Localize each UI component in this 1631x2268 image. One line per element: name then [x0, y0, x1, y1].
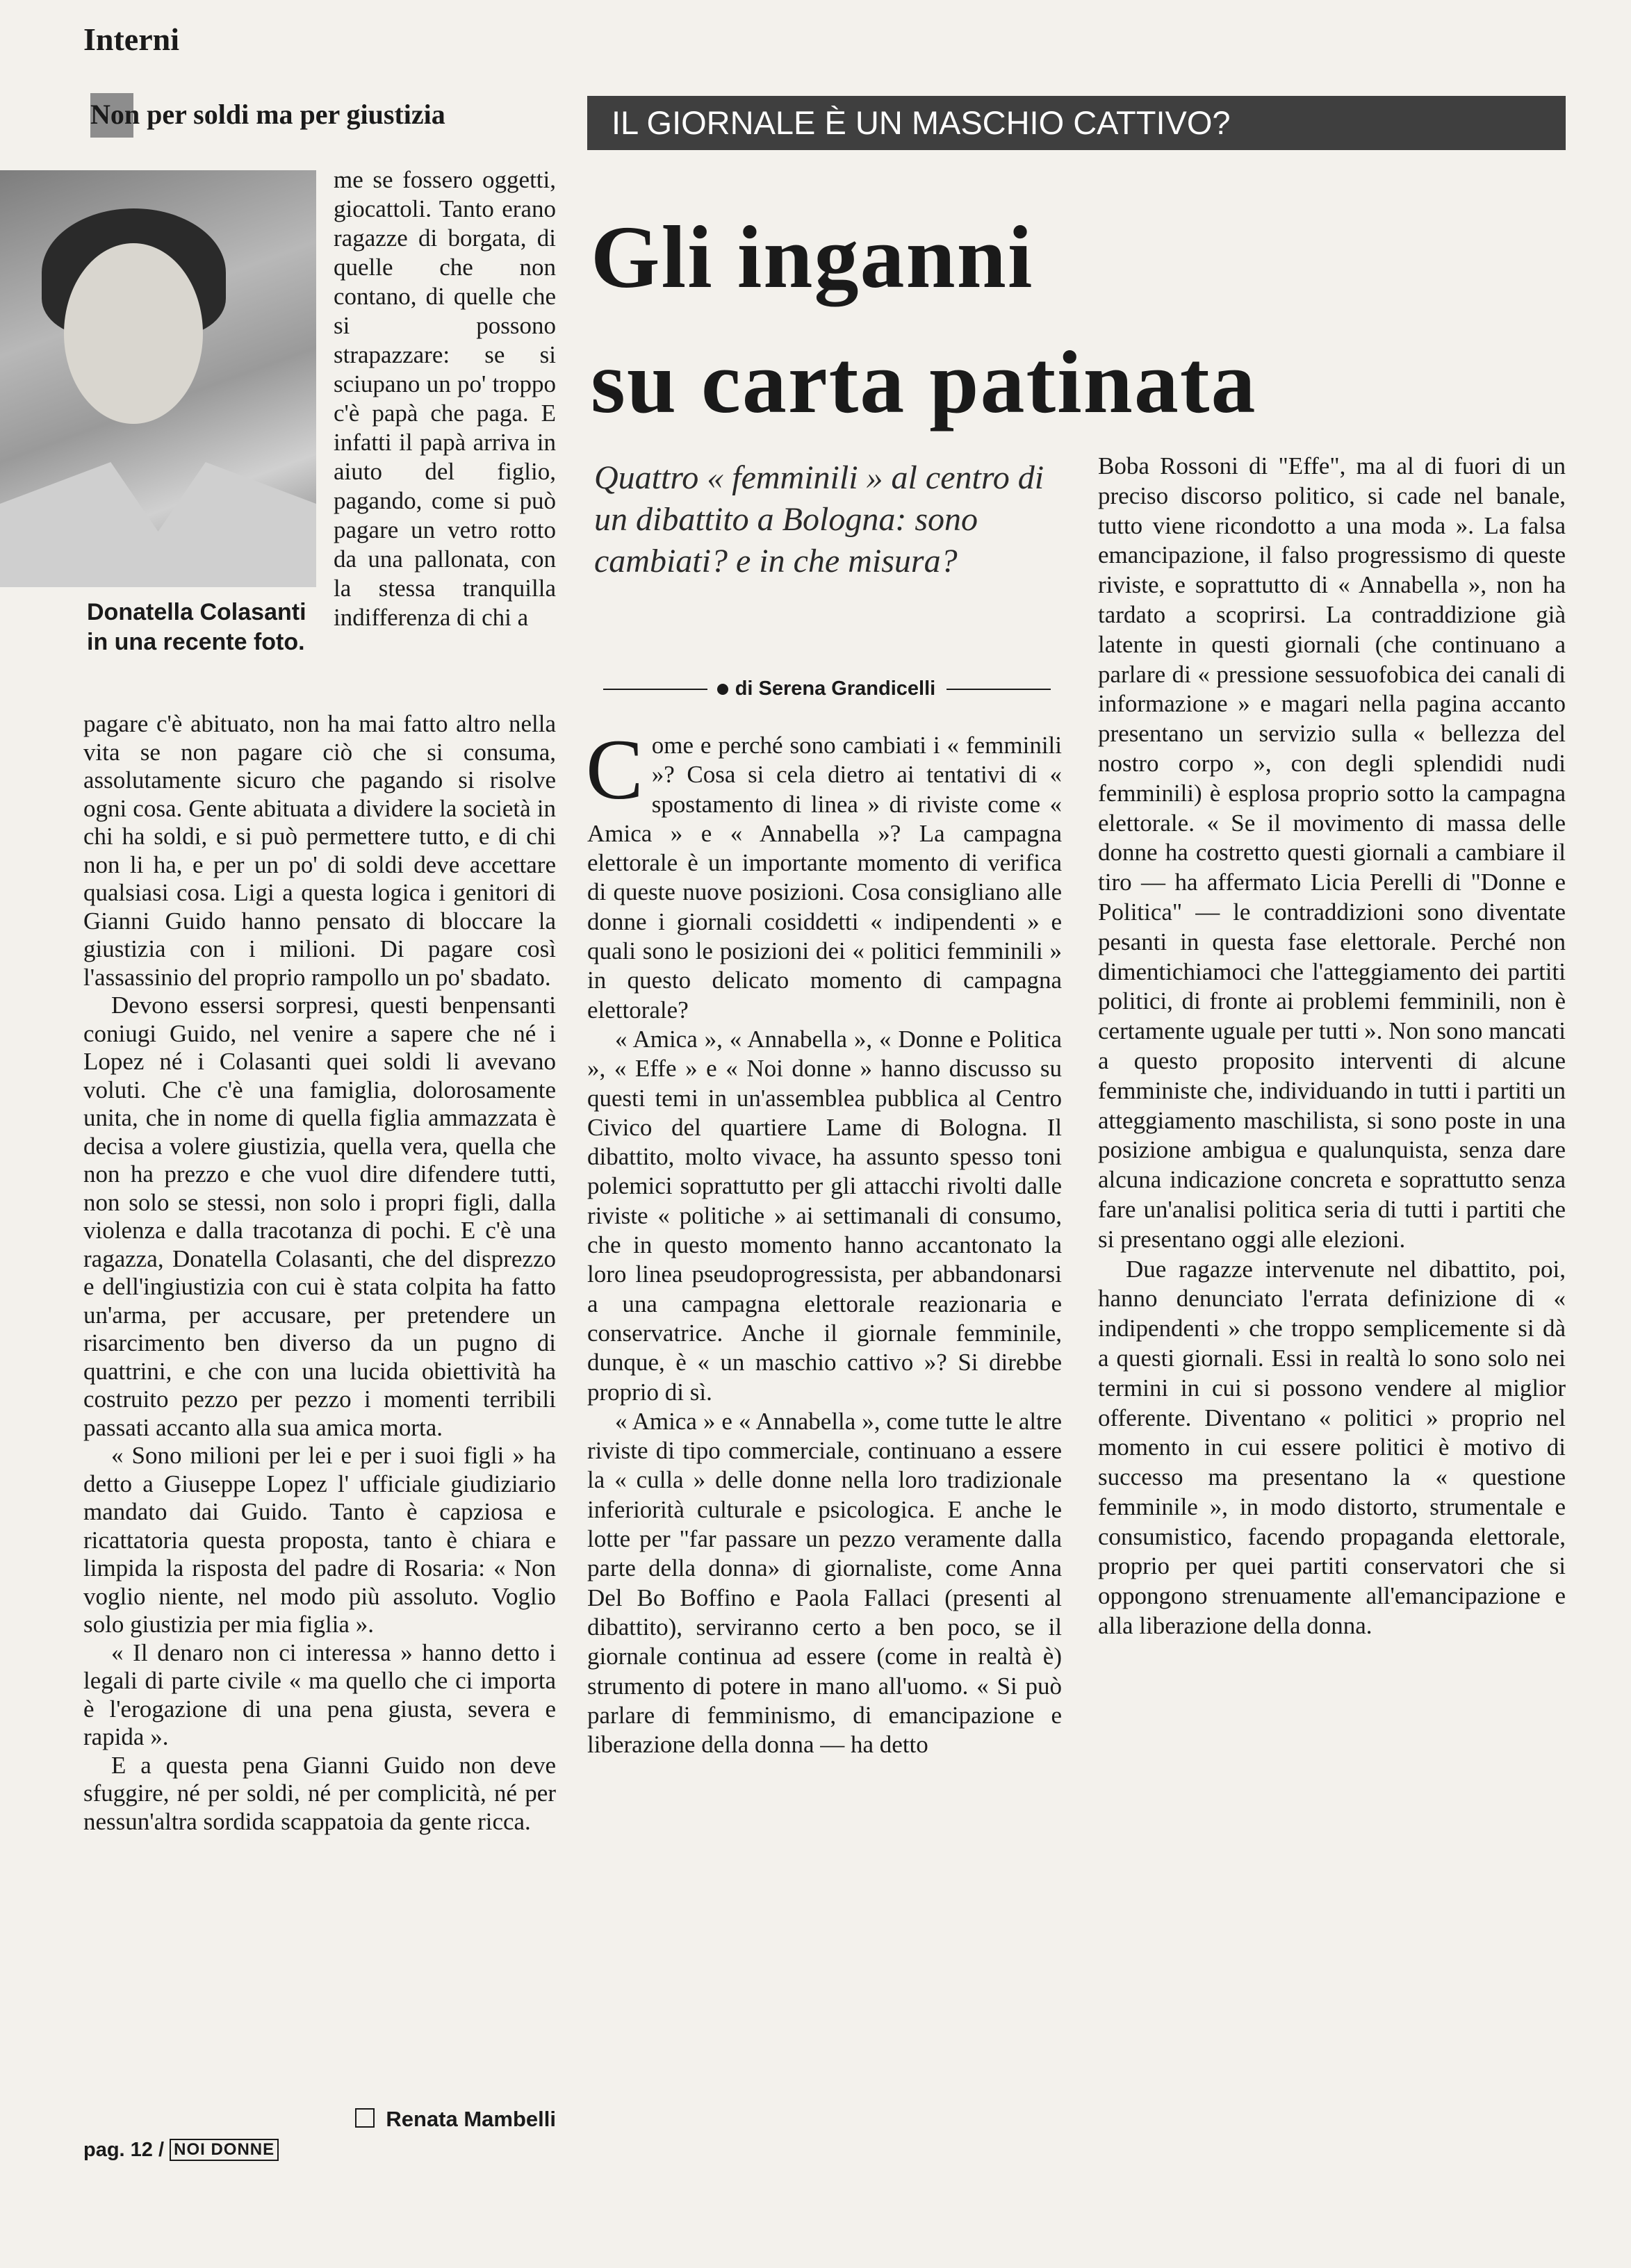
left-paragraph: E a questa pena Gianni Guido non deve sfuggire, né per soldi, né per complicità, né per nessun'altra sordida scappatoia da gente ricca. [83, 1751, 556, 1835]
author-bullet [717, 684, 728, 695]
main-paragraph: « Amica » e « Annabella », come tutte le altre riviste di tipo commerciale, continuano a essere la « culla » delle donne nella loro tradizionale inferiorità culturale e psicologica. E anche le lotte per "far passare un pezzo veramente dalla parte della donna» di giornaliste, come Anna Del Bo Boffino e Paola Fallaci (presenti al dibattito), serviranno certo a ben poco, se il giornale continua ad essere (come in realtà è) strumento di potere in mano all'uomo. « Si può parlare di femminismo, di emancipazione e liberazione della donna — ha detto [587, 1407, 1062, 1759]
left-paragraph: « Il denaro non ci interessa » hanno detto i legali di parte civile « ma quello che ci importa è l'erogazione di una pena giusta, severa e rapida ». [83, 1638, 556, 1750]
title-line-2: su carta patinata [591, 333, 1257, 432]
article-dek: Quattro « femminili » al centro di un dibattito a Bologna: sono cambiati? e in che misura? [594, 459, 1044, 580]
main-paragraph: « Amica », « Annabella », « Donne e Politica », « Effe » e « Noi donne » hanno discusso su questi temi in un'assemblea pubblica al Centro Civico del quartiere Lame di Bologna. Il dibattito, molto vivace, ha assunto spesso toni polemici soprattutto per gli attacchi rivolti dalle riviste « politiche » ai settimanali di consumo, che in questo momento hanno accantonato la loro linea pseudoprogressista, per abbandonarsi a una campagna elettorale reazionaria e conservatrice. Anche il giornale femminile, dunque, è « un maschio cattivo »? Si direbbe proprio di sì. [587, 1025, 1062, 1406]
main-article-column-2 [1098, 452, 1566, 1641]
section-label: Interni [83, 22, 179, 57]
photo-collar [0, 448, 316, 587]
author-name: di Serena Grandicelli [735, 677, 936, 700]
article-title [591, 195, 1425, 445]
article-author [591, 677, 1063, 700]
author-rule-right [946, 689, 1051, 690]
heading-rest: n per soldi ma per giustizia [124, 99, 445, 130]
title-line-1: Gli inganni [591, 208, 1034, 306]
magazine-logo: NOI DONNE [170, 2139, 279, 2161]
photo-face [64, 243, 203, 424]
left-article-byline [320, 2107, 556, 2132]
main-article-column-1 [586, 722, 1062, 1759]
photo-caption: Donatella Colasanti in una recente foto. [87, 599, 306, 655]
main-paragraph-text: ome e perché sono cambiati i « femminili »? Cosa si cela dietro ai tentativi di « spostamento di linea » di riviste come « Amica » e « Annabella »? La campagna elettorale è un importante momento di verifica di queste nuove posizioni. Cosa consigliano alle donne i giornali cosiddetti « indipendenti » e quali sono le posizioni dei « politici femminili » in questo delicato momento di campagna elettorale? [587, 732, 1062, 1024]
drop-cap: C [586, 722, 644, 817]
left-article-heading [90, 89, 549, 140]
portrait-photo [0, 170, 316, 587]
main-paragraph: Boba Rossoni di "Effe", ma al di fuori di un preciso discorso politico, si cade nel banale, tutto viene ricondotto a una moda ». La falsa emancipazione, il falso progressismo di queste riviste, e soprattutto di « Annabella », non ha tardato a scoprirsi. La contraddizione già latente in questi giornali (che continuano a parlare di « pressione sessuofobica dei canali di informazione » e magari nella pagina accanto presentano un servizio sulla « bellezza del nostro corpo », con degli splendidi nudi femminili) è esplosa proprio sotto la campagna elettorale. « Se il movimento di massa delle donne ha costretto questi giornali a cambiare il tiro — ha affermato Licia Perelli di "Donne e Politica" — le contraddizioni sono diventate pesanti in questa fase elettorale. Perché non dimentichiamoci che l'atteggiamento dei partiti politici, di fronte ai problemi femminili, non è certamente uguale per tutti ». Non sono mancati a questo proposito interventi di alcune femministe che, individuando in tutti i partiti un atteggiamento maschilista, si sono poste in una posizione ambigua e qualunquista, senza dare alcuna indicazione concreta e soprattutto senza fare un'analisi politica seria di tutti i partiti che si presentano oggi alle elezioni. [1098, 452, 1566, 1253]
end-mark-box [355, 2108, 375, 2128]
page-number: pag. 12 / [83, 2139, 165, 2161]
author-rule-left [603, 689, 707, 690]
left-paragraph: pagare c'è abituato, non ha mai fatto altro nella vita se non pagare ciò che si consuma, assolutamente sicuro che pagando si risolve ogni cosa. Gente abituata a dividere la società in chi ha soldi, e si può permettere tutto, e di chi non li ha, e per un po' di soldi deve accettare qualsiasi cosa. Ligi a questa logica i genitori di Gianni Guido hanno pensato di bloccare la giustizia con i milioni. Di pagare così l'assassinio del proprio rampollo un po' sbadato. [83, 710, 556, 991]
heading-initial: No [90, 99, 124, 130]
left-article-body [83, 710, 556, 1836]
left-paragraph: Devono essersi sorpresi, questi benpensanti coniugi Guido, nel venire a sapere che né i Lopez né i Colasanti quei soldi li avevano voluti. Che c'è una famiglia, dolorosamente unita, che in nome di quella figlia ammazzata è decisa a volere giustizia, quella vera, quella che non ha prezzo e che vuol dire difendere tutti, non solo se stessi, non solo i propri figli, dalla violenza e dalla tracotanza di pochi. E c'è una ragazza, Donatella Colasanti, che del disprezzo e dell'ingiustizia con cui è stata colpita ha fatto un'arma, per accusare, per pretendere un risarcimento ben diverso da un pugno di quattrini, e che con una lucida obiettività ha costruito pezzo per pezzo i momenti terribili passati accanto alla sua amica morta. [83, 992, 556, 1441]
byline-name: Renata Mambelli [386, 2107, 556, 2131]
article-banner: IL GIORNALE È UN MASCHIO CATTIVO? [587, 96, 1566, 150]
left-paragraph: « Sono milioni per lei e per i suoi figli » ha detto a Giuseppe Lopez l' ufficiale giudiziario mandato dai Guido. Tanto è capziosa e ricattatoria questa proposta, tanto è chiara e limpida la risposta del padre di Rosaria: « Non voglio niente, nel modo più assoluto. Voglio solo giustizia per mia figlia ». [83, 1442, 556, 1638]
left-article-narrow-text: me se fossero oggetti, giocattoli. Tanto erano ragazze di borgata, di quelle che non contano, di quelle che si possono strapazzare: se si sciupano un po' troppo c'è papà che paga. E infatti il papà arriva in aiuto del figlio, pagando, come si può pagare un vetro rotto da una pallonata, con la stessa tranquilla indifferenza di chi a [334, 166, 556, 631]
main-paragraph: Due ragazze intervenute nel dibattito, poi, hanno denunciato l'errata definizione di « indipendenti » che troppo semplicemente si dà a questi giornali. Essi in realtà lo sono solo nei termini in cui si possono vendere al miglior offerente. Diventano « politici » proprio nel momento in cui essere politici è motivo di successo ma presentano la « questione femminile », in modo distorto, strumentale e consumistico, facendo propaganda elettorale, proprio per quei partiti conservatori che si oppongono strenuamente all'emancipazione e alla liberazione della donna. [1098, 1255, 1566, 1640]
page-footer [83, 2139, 279, 2162]
main-paragraph [586, 722, 1062, 1025]
